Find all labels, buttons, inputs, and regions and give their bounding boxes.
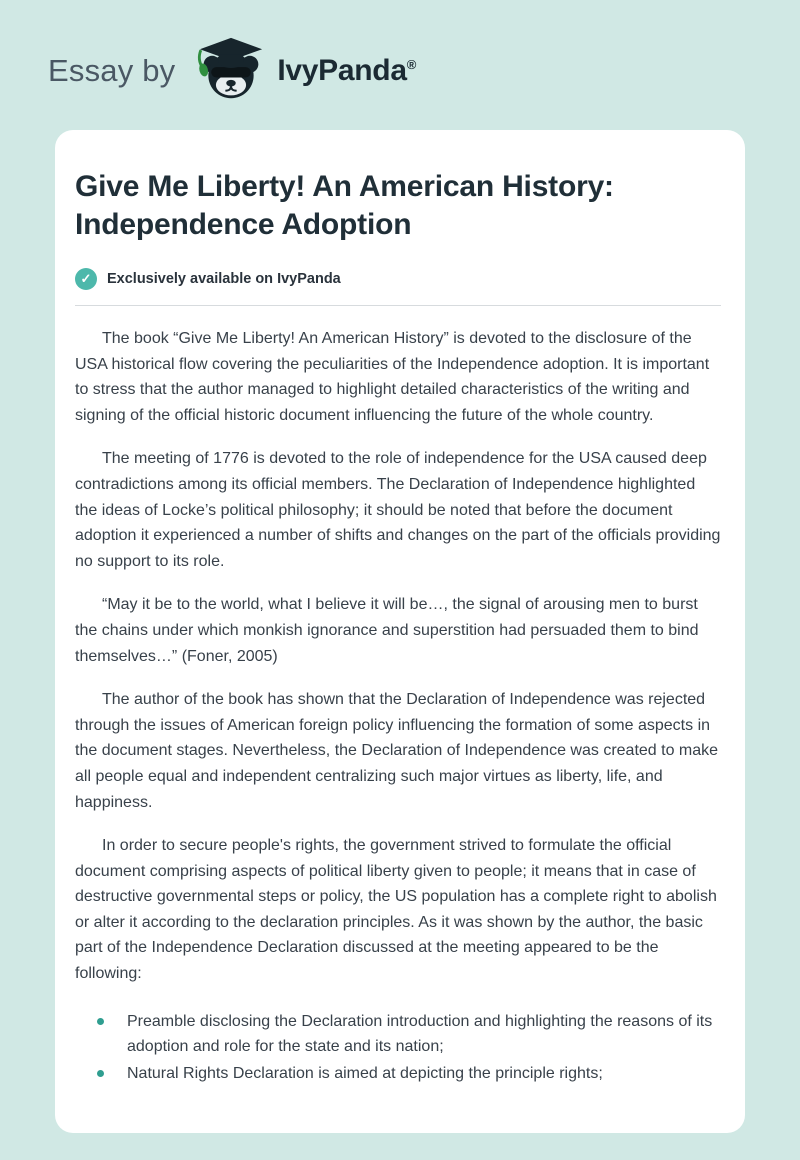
ivypanda-logo [195,36,267,107]
declaration-parts-list [75,1009,721,1087]
list-item-preamble: Preamble disclosing the Declaration introduction and highlighting the reasons of its adoption and role for the state and its nation; [97,1009,721,1060]
divider [75,305,721,306]
page-header [0,0,800,104]
brand-text: IvyPanda [277,54,407,87]
list-item-natural-rights: Natural Rights Declaration is aimed at depicting the principle rights; [97,1061,721,1087]
check-icon: ✓ [75,268,97,290]
paragraph-3-quote: “May it be to the world, what I believe it will be…, the signal of arousing men to burst the chains under which monkish ignorance and superstition had persuaded them to bind themselves…” (Foner, 2005) [75,596,699,665]
paragraph-1: The book “Give Me Liberty! An American History” is devoted to the disclosure of the USA historical flow covering the peculiarities of the Independence adoption. It is important to stress that the author managed to highlight detailed characteristics of the writing and signing of the official historic document influencing the future of the whole country. [75,330,710,424]
paragraph-2: The meeting of 1776 is devoted to the role of independence for the USA caused deep contradictions among its official members. The Declaration of Independence highlighted the ideas of Locke’s political philosophy; it should be noted that before the document adoption it experienced a number of shifts and changes on the part of the officials providing no support to its role. [75,450,721,570]
paragraph-5: In order to secure people's rights, the government strived to formulate the official document comprising aspects of political liberty given to people; it means that in case of destructive governmental steps or policy, the US population has a complete right to abolish or alter it according to the declaration principles. As it was shown by the author, the basic part of the Independence Declaration discussed at the meeting appeared to be the following: [75,837,717,983]
brand-name [277,54,416,88]
essay-card [55,130,745,1133]
page-title: Give Me Liberty! An American History: Independence Adoption [75,170,614,241]
availability-label: Exclusively available on IvyPanda [107,271,341,287]
essay-body [75,326,721,1086]
panda-graduation-cap-icon [195,36,267,107]
paragraph-4: The author of the book has shown that the Declaration of Independence was rejected through the issues of American foreign policy influencing the formation of some aspects in the document stages. Nevertheless, the Declaration of Independence was created to make all people equal and independent centralizing such major virtues as liberty, life, and happiness. [75,691,719,811]
essay-by-label: Essay by [48,53,176,88]
registered-mark: ® [406,57,416,72]
availability-row [75,268,721,290]
